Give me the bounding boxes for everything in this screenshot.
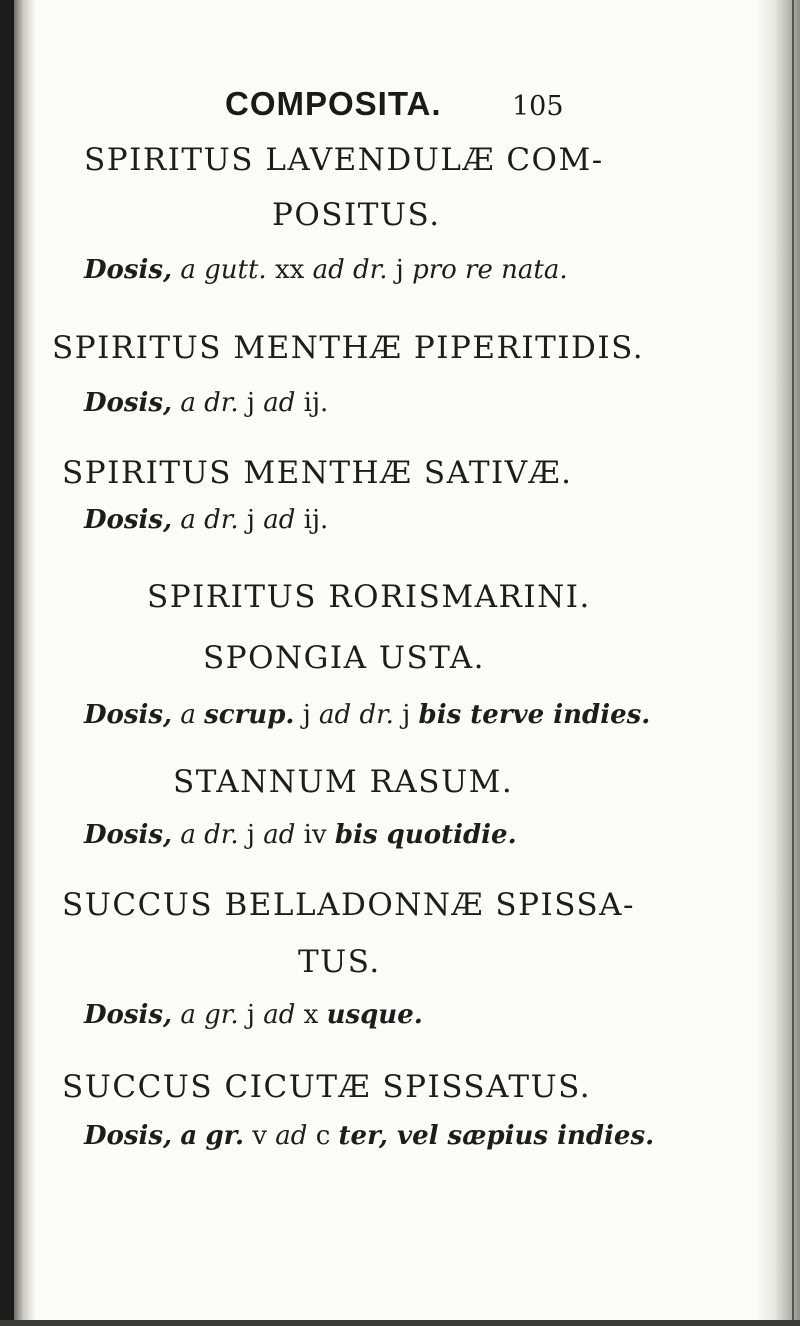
dose-quantity: iv bbox=[303, 820, 327, 850]
dose-prep: a bbox=[180, 255, 196, 285]
dosage-line bbox=[84, 390, 328, 416]
dosis-label: Dosis, bbox=[84, 700, 173, 730]
dose-prep: a bbox=[180, 1000, 196, 1030]
dosis-label: Dosis, bbox=[84, 505, 173, 535]
dosage-line bbox=[84, 257, 568, 283]
dose-unit: dr. bbox=[204, 388, 239, 418]
entry-heading: SUCCUS CICUTÆ SPISSATUS. bbox=[62, 1069, 592, 1105]
entry-heading: SPIRITUS LAVENDULÆ COM- bbox=[84, 142, 604, 178]
dose-ad: ad bbox=[263, 1000, 296, 1030]
entry-heading: SPIRITUS MENTHÆ PIPERITIDIS. bbox=[52, 330, 645, 366]
dose-unit: gr. bbox=[205, 1121, 245, 1151]
running-head: COMPOSITA. bbox=[225, 85, 442, 122]
entry-heading-continued: POSITUS. bbox=[272, 197, 441, 233]
dosage-line bbox=[84, 1123, 654, 1149]
dose-instruction: pro re nata. bbox=[412, 255, 568, 285]
binding-shadow bbox=[14, 0, 36, 1326]
dose-unit: scrup. bbox=[204, 700, 295, 730]
dose-quantity: j bbox=[246, 820, 255, 850]
dose-quantity: j bbox=[402, 700, 411, 730]
page-edge-bottom bbox=[0, 1320, 800, 1326]
dose-ad: ad bbox=[275, 1121, 308, 1151]
dose-quantity: v bbox=[252, 1121, 267, 1151]
dose-quantity: j bbox=[395, 255, 404, 285]
dosis-label: Dosis, bbox=[84, 255, 173, 285]
dose-prep: a bbox=[180, 505, 196, 535]
dose-quantity: j bbox=[302, 700, 311, 730]
entry-heading: STANNUM RASUM. bbox=[173, 764, 514, 800]
dose-instruction: ter, vel sæpius indies. bbox=[338, 1121, 655, 1151]
dosis-label: Dosis, bbox=[84, 1000, 173, 1030]
dose-unit: gutt. bbox=[204, 255, 267, 285]
dose-unit: dr. bbox=[204, 505, 239, 535]
dose-ad: ad bbox=[319, 700, 352, 730]
dose-unit: dr. bbox=[204, 820, 239, 850]
dose-quantity: j bbox=[246, 1000, 255, 1030]
dose-ad: ad bbox=[263, 505, 296, 535]
dose-quantity: j bbox=[246, 505, 255, 535]
dose-quantity: j bbox=[246, 388, 255, 418]
dose-quantity: c bbox=[315, 1121, 331, 1151]
dose-quantity: ij. bbox=[303, 505, 329, 535]
entry-heading-continued: TUS. bbox=[298, 944, 381, 980]
dosage-line bbox=[84, 702, 650, 728]
dose-unit: gr. bbox=[204, 1000, 239, 1030]
dosage-line bbox=[84, 822, 517, 848]
entry-heading: SPIRITUS MENTHÆ SATIVÆ. bbox=[62, 455, 573, 491]
dose-quantity: xx bbox=[274, 255, 305, 285]
dose-unit: dr. bbox=[359, 700, 394, 730]
entry-heading: SPIRITUS RORISMARINI. bbox=[147, 579, 591, 615]
dosis-label: Dosis, bbox=[84, 388, 173, 418]
dose-prep: a bbox=[180, 1121, 198, 1151]
dose-prep: a bbox=[180, 820, 196, 850]
dose-prep: a bbox=[180, 388, 196, 418]
binding-edge-left bbox=[0, 0, 14, 1326]
dosis-label: Dosis, bbox=[84, 820, 173, 850]
page-number: 105 bbox=[512, 91, 564, 122]
page-edge-line bbox=[792, 0, 794, 1326]
dose-quantity: ij. bbox=[303, 388, 329, 418]
dose-unit: dr. bbox=[352, 255, 388, 285]
entry-heading: SUCCUS BELLADONNÆ SPISSA- bbox=[62, 887, 636, 923]
entry-heading: SPONGIA USTA. bbox=[203, 640, 485, 676]
dose-ad: ad bbox=[263, 820, 296, 850]
dose-instruction: bis quotidie. bbox=[334, 820, 517, 850]
dose-ad: ad bbox=[263, 388, 296, 418]
dosage-line bbox=[84, 1002, 423, 1028]
dose-instruction: bis terve indies. bbox=[418, 700, 651, 730]
dose-instruction: usque. bbox=[326, 1000, 423, 1030]
dose-quantity: x bbox=[303, 1000, 319, 1030]
dosis-label: Dosis, bbox=[84, 1121, 173, 1151]
dose-prep: a bbox=[180, 700, 196, 730]
dose-ad: ad bbox=[312, 255, 345, 285]
dosage-line bbox=[84, 507, 328, 533]
